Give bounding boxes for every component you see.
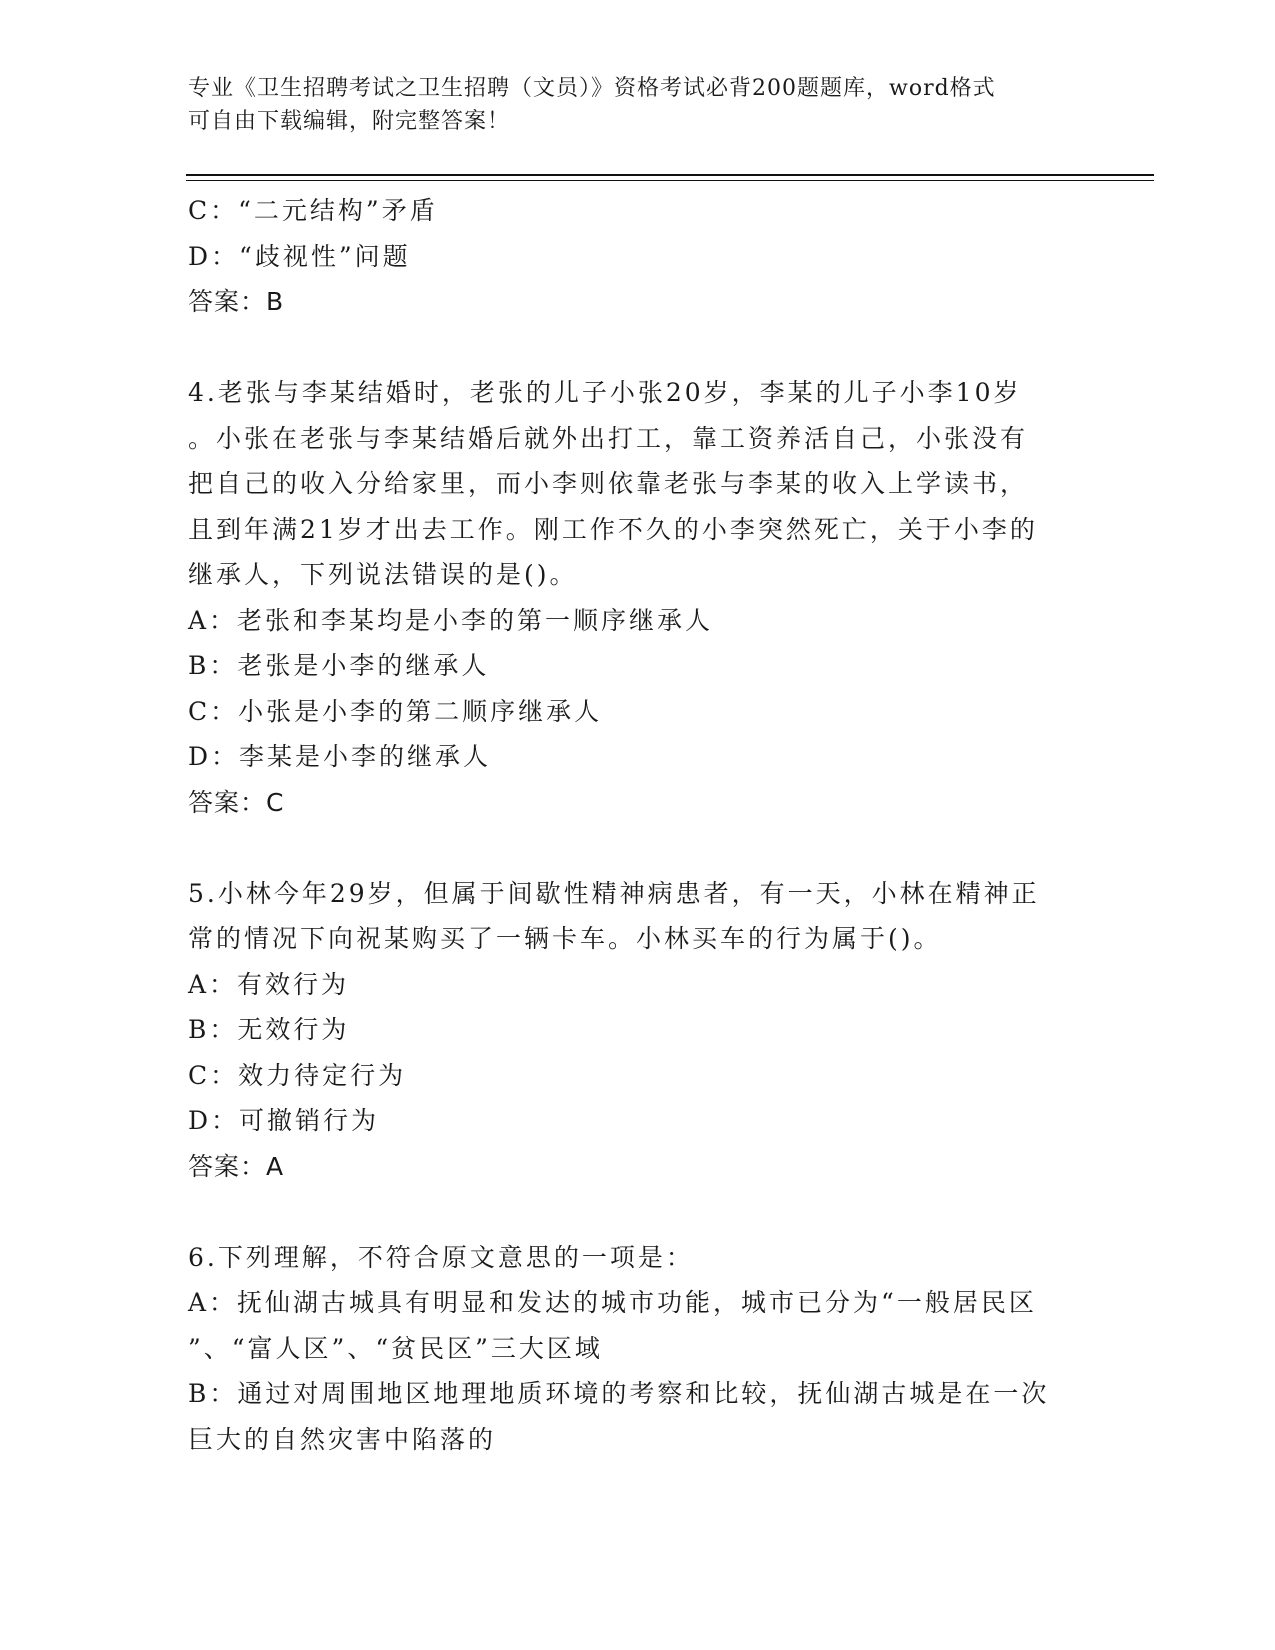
header-divider-thin	[186, 180, 1154, 181]
q5-option-b: B：无效行为	[188, 1015, 350, 1044]
q4-option-c: C：小张是小李的第二顺序继承人	[188, 696, 603, 726]
question-4	[188, 370, 1088, 825]
q4-stem-line: 4.老张与李某结婚时，老张的儿子小张20岁，李某的儿子小李10岁	[188, 378, 1022, 407]
q4-answer: 答案：C	[188, 787, 285, 817]
q5-answer: 答案：A	[188, 1151, 285, 1181]
question-5	[188, 871, 1088, 1190]
spacer	[188, 1189, 1088, 1235]
header-divider-thick	[186, 174, 1154, 176]
question-3	[188, 188, 1088, 325]
q6-option-a-line: A：抚仙湖古城具有明显和发达的城市功能，城市已分为“一般居民区	[188, 1288, 1037, 1317]
q4-stem-line: 把自己的收入分给家里，而小李则依靠老张与李某的收入上学读书，	[188, 469, 1029, 498]
q4-stem-line: 。小张在老张与李某结婚后就外出打工，靠工资养活自己，小张没有	[188, 423, 1029, 453]
q5-option-c: C：效力待定行为	[188, 1060, 407, 1090]
header-line-2: 可自由下载编辑，附完整答案！	[188, 109, 511, 134]
q3-option-c: C：“二元结构”矛盾	[188, 196, 438, 225]
header-line-1: 专业《卫生招聘考试之卫生招聘（文员）》资格考试必背200题题库，word格式	[188, 76, 996, 101]
q6-option-a-line: ”、“富人区”、“贫民区”三大区域	[188, 1333, 603, 1363]
q4-stem-line: 且到年满21岁才出去工作。刚工作不久的小李突然死亡，关于小李的	[188, 514, 1038, 544]
q5-option-d: D：可撤销行为	[188, 1106, 380, 1135]
q6-option-b-line: B：通过对周围地区地理地质环境的考察和比较，抚仙湖古城是在一次	[188, 1379, 1050, 1408]
q6-stem-line: 6.下列理解，不符合原文意思的一项是：	[188, 1242, 694, 1272]
question-content	[188, 188, 1088, 1462]
q4-option-b: B：老张是小李的继承人	[188, 651, 490, 680]
q4-option-d: D：李某是小李的继承人	[188, 742, 492, 771]
q5-stem-line: 常的情况下向祝某购买了一辆卡车。小林买车的行为属于()。	[188, 924, 942, 953]
document-header	[188, 72, 1068, 138]
q5-stem-line: 5.小林今年29岁，但属于间歇性精神病患者，有一天，小林在精神正	[188, 878, 1040, 908]
q5-option-a: A：有效行为	[188, 969, 350, 999]
q6-option-b-line: 巨大的自然灾害中陷落的	[188, 1424, 497, 1454]
q4-option-a: A：老张和李某均是小李的第一顺序继承人	[188, 605, 714, 635]
q4-stem-line: 继承人，下列说法错误的是()。	[188, 560, 578, 589]
q3-answer: 答案：B	[188, 287, 285, 316]
question-6	[188, 1235, 1088, 1463]
spacer	[188, 325, 1088, 371]
spacer	[188, 825, 1088, 871]
q3-option-d: D：“歧视性”问题	[188, 241, 411, 271]
